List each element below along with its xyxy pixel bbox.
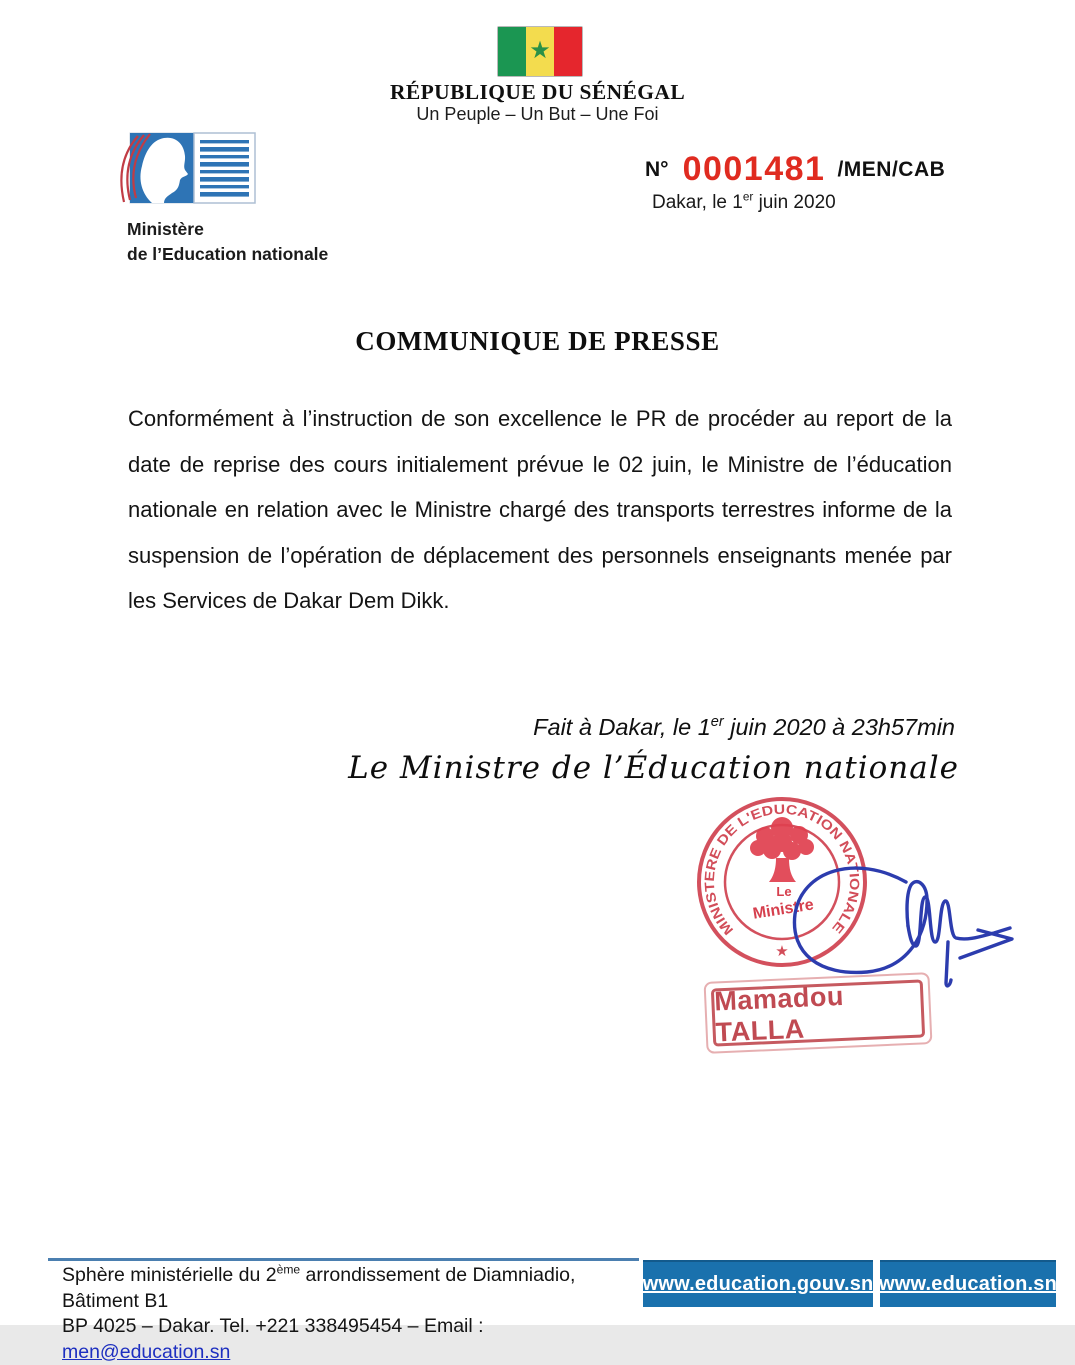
address1-prefix: Sphère ministérielle du 2	[62, 1264, 277, 1286]
document-title: COMMUNIQUE DE PRESSE	[355, 326, 720, 356]
republic-title: RÉPUBLIQUE DU SÉNÉGAL	[389, 80, 686, 104]
done-at-rest: juin 2020 à 23h57min	[723, 714, 955, 740]
flag-red-stripe	[554, 27, 582, 76]
address1-ordinal: ème	[276, 1262, 301, 1277]
reference-label: N°	[645, 157, 669, 181]
body-paragraph: Conformément à l’instruction de son excellence le PR de procéder au report de la date de reprise des cours initialement prévue le 02 juin, le Ministre de l’éducation nationale en relation avec le Ministre chargé des transports terrestres informe de la suspension de l’opération de déplacement des personnels enseignants menée par les Services de Dakar Dem Dikk.	[128, 406, 952, 613]
ministry-name-line1: Ministère	[127, 219, 204, 239]
minister-name-stamp	[711, 979, 925, 1046]
email-link[interactable]: men@education.sn	[62, 1340, 231, 1363]
footer-address-line1	[62, 1263, 637, 1314]
svg-text:MINISTERE DE L'EDUCATION NATIO	[702, 802, 862, 938]
date-ordinal: er	[742, 190, 754, 204]
done-at-ordinal: er	[710, 714, 724, 731]
footer-divider	[48, 1258, 639, 1261]
place-and-date	[652, 192, 836, 214]
ministry-logo-icon	[112, 130, 262, 208]
flag-green-stripe	[498, 27, 526, 76]
stamp-star-icon: ★	[775, 943, 789, 960]
address1-rest: arrondissement de Diamniadio, Bâtiment B1	[62, 1264, 576, 1312]
stamp-center-ministre: Ministre	[751, 896, 815, 923]
done-at-line	[533, 714, 955, 741]
senegal-flag-icon	[497, 26, 583, 77]
reference-number	[645, 150, 945, 189]
done-at-prefix: Fait à Dakar, le 1	[533, 714, 711, 740]
stamp-baobab-tree-icon	[750, 817, 814, 882]
reference-serial: 0001481	[682, 150, 826, 188]
date-prefix: Dakar, le 1	[652, 192, 743, 213]
website-link-education[interactable]: www.education.sn	[880, 1260, 1056, 1307]
flag-star-icon: ★	[529, 36, 551, 64]
address2-prefix: BP 4025 – Dakar. Tel. +221 338495454 – Email :	[62, 1315, 484, 1337]
footer-address-line2	[62, 1314, 637, 1365]
flag-yellow-stripe	[526, 27, 554, 76]
stamp-center-le: Le	[776, 884, 792, 899]
handwritten-signature	[794, 868, 1012, 986]
ministry-name-line2: de l’Education nationale	[127, 243, 329, 264]
date-rest: juin 2020	[753, 192, 836, 213]
footer-address	[62, 1263, 637, 1365]
name-stamp-text: Mamadou TALLA	[711, 979, 925, 1046]
ministry-name	[127, 217, 328, 266]
stamp-circular-text: MINISTERE DE L'EDUCATION NATIONALE	[701, 801, 863, 938]
national-motto: Un Peuple – Un But – Une Foi	[416, 104, 659, 124]
signatory-title-line: Le Ministre de l’Éducation nationale	[348, 750, 959, 786]
website-link-gouv[interactable]: www.education.gouv.sn	[643, 1260, 873, 1307]
reference-suffix: /MEN/CAB	[837, 157, 946, 181]
